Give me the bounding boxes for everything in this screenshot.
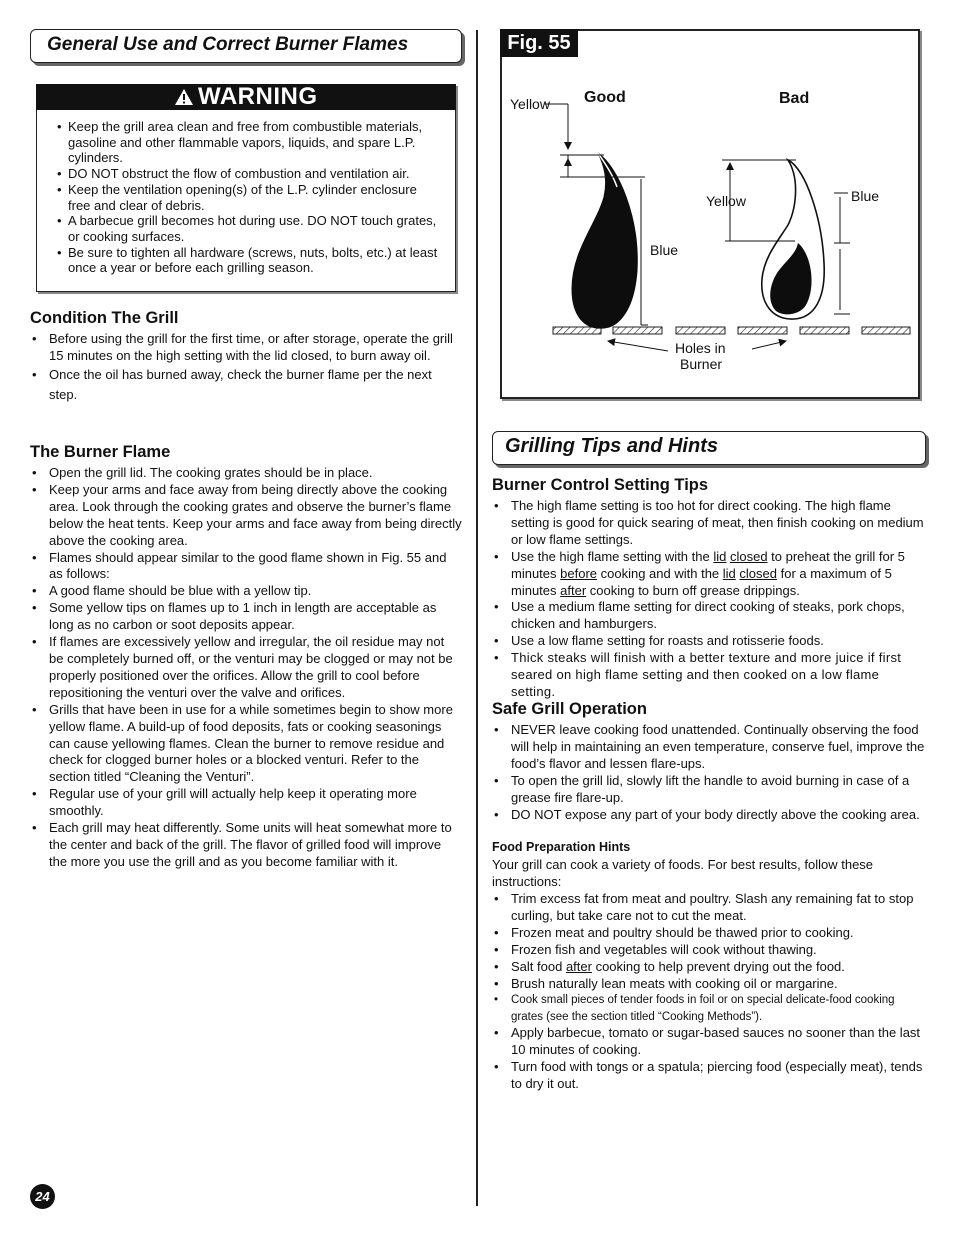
safe-operation-heading: Safe Grill Operation (492, 700, 647, 718)
list-item: • Frozen fish and vegetables will cook without thawing. (492, 942, 926, 959)
section-header-general-use (30, 29, 462, 63)
figure-good-label: Good (584, 89, 626, 106)
list-item: • Brush naturally lean meats with cooking oil or margarine. (492, 976, 926, 993)
list-item: • Use a medium flame setting for direct cooking of steaks, pork chops, chicken and hamburgers. (492, 599, 926, 633)
burner-control-heading: Burner Control Setting Tips (492, 476, 709, 494)
list-item: • Apply barbecue, tomato or sugar-based sauces no sooner than the last 10 minutes of cooking. (492, 1025, 926, 1059)
food-prep-list (492, 891, 926, 1093)
list-item: • Frozen meat and poultry should be thawed prior to cooking. (492, 925, 926, 942)
burner-flame-list (30, 465, 462, 871)
list-item: • Open the grill lid. The cooking grates should be in place. (30, 465, 462, 482)
figure-label: Fig. 55 (500, 29, 578, 57)
list-item: • If flames are excessively yellow and irregular, the oil residue may not be completely burned off, or the venturi may be clogged or may not be properly positioned over the orifices. Allow the grill to cool before repositioning the venturi over the valve and orifices. (30, 634, 462, 702)
safe-operation-list (492, 722, 926, 823)
warning-label: WARNING (198, 83, 318, 110)
list-item: • Trim excess fat from meat and poultry. Slash any remaining fat to stop curling, but take care not to cut the meat. (492, 891, 926, 925)
warning-triangle-icon (174, 88, 194, 106)
list-item: • The high flame setting is too hot for direct cooking. The high flame setting is good for quick searing of meat, then finish cooking on medium or low flame settings. (492, 498, 926, 549)
food-prep-heading: Food Preparation Hints (492, 840, 631, 854)
figure-bad-label: Bad (779, 90, 810, 107)
list-item: • DO NOT expose any part of your body directly above the cooking area. (492, 807, 926, 824)
list-item: • A good flame should be blue with a yellow tip. (30, 583, 462, 600)
list-item: • Salt food after cooking to help prevent drying out the food. (492, 959, 926, 976)
list-item: • Use a low flame setting for roasts and rotisserie foods. (492, 633, 926, 650)
section-header-title: General Use and Correct Burner Flames (47, 34, 409, 55)
food-prep-intro: Your grill can cook a variety of foods. For best results, follow these instructions: (492, 857, 874, 889)
condition-heading: Condition The Grill (30, 309, 179, 327)
figure-holes-label-1: Holes in (675, 340, 726, 356)
list-item: • Keep the grill area clean and free from combustible materials, gasoline and other flammable vapors, liquids, and spare L.P. cylinders. (57, 119, 442, 166)
list-item: • NEVER leave cooking food unattended. Continually observing the food will help in maintaining an even temperature, conserve fuel, improve the food’s flavor and lessen flare-ups. (492, 722, 926, 773)
list-item: • Be sure to tighten all hardware (screws, nuts, bolts, etc.) at least once a year or before each grilling season. (57, 245, 442, 276)
list-item: • Regular use of your grill will actually help keep it operating more smoothly. (30, 786, 462, 820)
figure-holes-label-2: Burner (680, 356, 723, 372)
list-item: • Use the high flame setting with the lid closed to preheat the grill for 5 minutes before cooking and with the lid closed for a maximum of 5 minutes after cooking to burn off grease drippings. (492, 549, 926, 600)
list-item: • DO NOT obstruct the flow of combustion and ventilation air. (57, 166, 442, 182)
list-item: • Turn food with tongs or a spatula; piercing food (especially meat), tends to dry it out. (492, 1059, 926, 1093)
figure-yellow-label-bad: Yellow (706, 193, 746, 209)
figure-blue-label-bad: Blue (851, 188, 880, 204)
list-item: • To open the grill lid, slowly lift the handle to avoid burning in case of a grease fire flare-up. (492, 773, 926, 807)
list-item: • Each grill may heat differently. Some units will heat somewhat more to the center and back of the grill. The flavor of grilled food will improve the more you use the grill and as you become familiar with it. (30, 820, 462, 871)
column-divider (476, 30, 478, 1206)
list-item: • Keep the ventilation opening(s) of the L.P. cylinder enclosure free and clear of debris. (57, 182, 442, 213)
list-item: • Once the oil has burned away, check the burner flame per the next step. (30, 365, 462, 405)
list-item: • Before using the grill for the first time, or after storage, operate the grill 15 minutes on the high setting with the lid closed, to burn away oil. (30, 331, 462, 365)
list-item: • A barbecue grill becomes hot during use. DO NOT touch grates, or cooking surfaces. (57, 213, 442, 244)
section-header-title: Grilling Tips and Hints (505, 435, 718, 457)
figure-blue-label-good: Blue (650, 242, 679, 258)
list-item: • Flames should appear similar to the good flame shown in Fig. 55 and as follows: (30, 550, 462, 584)
list-item: • Thick steaks will finish with a better texture and more juice if first seared on high flame setting and then cooked on a low flame setting. (492, 650, 926, 701)
burner-flame-heading: The Burner Flame (30, 443, 171, 461)
figure-yellow-label-good: Yellow (510, 96, 550, 112)
list-item: • Some yellow tips on flames up to 1 inch in length are acceptable as long as no carbon or soot deposits appear. (30, 600, 462, 634)
warning-list (57, 119, 442, 276)
page-number: 24 (30, 1184, 55, 1209)
good-flame-shape (572, 153, 637, 328)
burner-control-list (492, 498, 926, 701)
list-item: • Keep your arms and face away from being directly above the cooking area. Look through the cooking grates and observe the burner’s flame below the heat tents. Keep your arms and face away from being directly above the cooking area. (30, 482, 462, 550)
list-item: • Cook small pieces of tender foods in foil or on special delicate-food cooking grates (see the section titled “Cooking Methods”). (492, 992, 926, 1025)
condition-list (30, 331, 462, 405)
warning-bar (36, 84, 456, 110)
section-header-grilling-tips (492, 431, 926, 465)
list-item: • Grills that have been in use for a while sometimes begin to show more yellow flame. A build-up of food deposits, fats or cooking seasonings can cause yellowing flames. Clean the burner to remove residue and check for clogged burner holes or a blocked venturi. Refer to the section titled “Cleaning the Venturi”. (30, 702, 462, 787)
